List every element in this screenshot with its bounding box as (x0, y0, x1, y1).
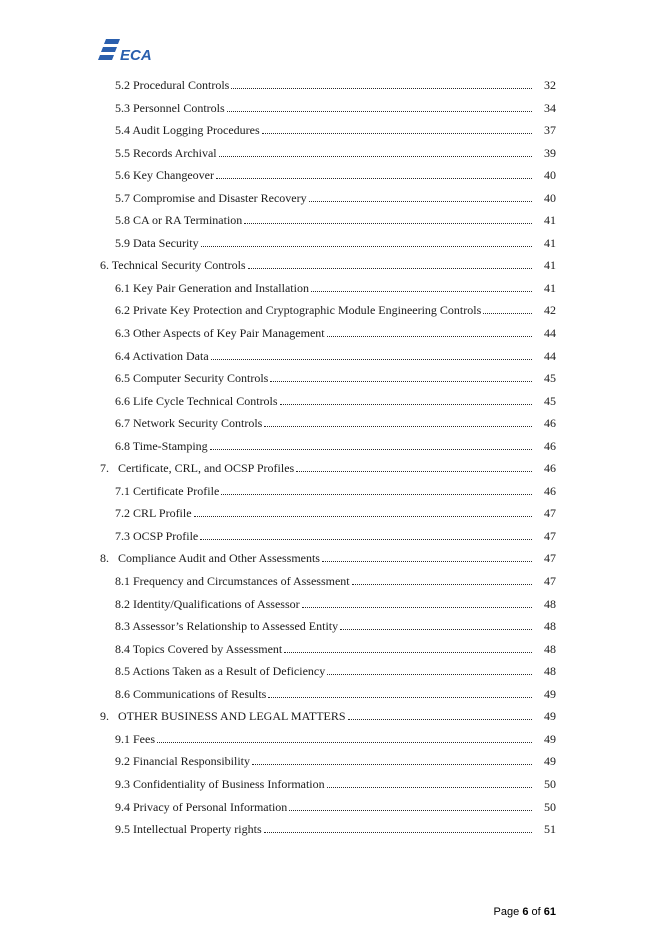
toc-entry (100, 390, 556, 413)
toc-entry (100, 750, 556, 773)
toc-entry-label: 6.6 Life Cycle Technical Controls (115, 393, 278, 408)
toc-leader-dots (327, 336, 532, 337)
toc-entry-page: 47 (544, 574, 556, 589)
toc-entry (100, 480, 556, 503)
toc-leader-dots (244, 223, 532, 224)
toc-leader-dots (262, 133, 532, 134)
toc-entry-page: 46 (544, 438, 556, 453)
toc-entry (100, 570, 556, 593)
toc-entry-page: 37 (544, 123, 556, 138)
toc-entry-page: 39 (544, 145, 556, 160)
footer-total-pages: 61 (543, 906, 556, 918)
toc-entry-label: 8. Compliance Audit and Other Assessments (100, 551, 320, 566)
toc-entry-label: 6. Technical Security Controls (100, 258, 246, 273)
toc-entry (100, 254, 556, 277)
toc-leader-dots (309, 201, 532, 202)
toc-entry (100, 322, 556, 345)
toc-leader-dots (211, 359, 532, 360)
toc-entry (100, 345, 556, 368)
toc-entry-page: 49 (544, 731, 556, 746)
toc-entry (100, 683, 556, 706)
toc-entry (100, 187, 556, 210)
toc-leader-dots (270, 381, 532, 382)
toc-entry (100, 142, 556, 165)
toc-entry (100, 638, 556, 661)
toc-entry (100, 412, 556, 435)
toc-entry (100, 593, 556, 616)
toc-entry (100, 525, 556, 548)
toc-entry-page: 47 (544, 551, 556, 566)
toc-entry-page: 46 (544, 483, 556, 498)
toc-entry-label: 7.1 Certificate Profile (115, 483, 220, 498)
toc-entry-page: 48 (544, 641, 556, 656)
toc-entry-page: 49 (544, 709, 556, 724)
toc-entry (100, 660, 556, 683)
toc-list (100, 74, 556, 841)
toc-leader-dots (210, 449, 532, 450)
toc-leader-dots (268, 697, 532, 698)
toc-entry-label: 8.6 Communications of Results (115, 686, 267, 701)
toc-entry-label: 6.5 Computer Security Controls (115, 371, 269, 386)
toc-entry-label: 5.4 Audit Logging Procedures (115, 123, 260, 138)
toc-entry-page: 48 (544, 619, 556, 634)
toc-entry-page: 40 (544, 190, 556, 205)
logo-letters: ECA (120, 47, 152, 64)
toc-entry (100, 299, 556, 322)
toc-entry-label: 9.3 Confidentiality of Business Information (115, 776, 325, 791)
toc-entry (100, 209, 556, 232)
toc-entry (100, 119, 556, 142)
toc-entry-label: 5.8 CA or RA Termination (115, 213, 243, 228)
toc-entry (100, 97, 556, 120)
toc-leader-dots (252, 764, 532, 765)
toc-entry (100, 502, 556, 525)
toc-leader-dots (483, 313, 532, 314)
toc-entry (100, 773, 556, 796)
toc-entry-page: 48 (544, 596, 556, 611)
toc-entry-page: 44 (544, 326, 556, 341)
toc-entry-label: 8.3 Assessor’s Relationship to Assessed Entity (115, 619, 339, 634)
toc-entry-label: 5.9 Data Security (115, 235, 199, 250)
toc-entry (100, 705, 556, 728)
toc-leader-dots (322, 561, 532, 562)
toc-entry-page: 49 (544, 754, 556, 769)
toc-entry-page: 50 (544, 799, 556, 814)
toc-entry (100, 277, 556, 300)
toc-leader-dots (201, 246, 532, 247)
toc-entry-page: 46 (544, 461, 556, 476)
toc-entry-label: 6.2 Private Key Protection and Cryptographic Module Engineering Controls (115, 303, 482, 318)
toc-entry-page: 41 (544, 235, 556, 250)
toc-entry (100, 547, 556, 570)
toc-entry-label: 7. Certificate, CRL, and OCSP Profiles (100, 461, 295, 476)
toc-entry-page: 45 (544, 393, 556, 408)
toc-entry-label: 7.2 CRL Profile (115, 506, 192, 521)
toc-leader-dots (280, 404, 532, 405)
toc-entry-page: 45 (544, 371, 556, 386)
toc-leader-dots (284, 652, 532, 653)
toc-entry-page: 48 (544, 664, 556, 679)
toc-entry-label: 8.5 Actions Taken as a Result of Deficiency (115, 664, 326, 679)
toc-leader-dots (302, 607, 532, 608)
toc-entry-page: 49 (544, 686, 556, 701)
footer-page-number: 6 (522, 906, 529, 918)
toc-entry-page: 44 (544, 348, 556, 363)
toc-entry-page: 42 (544, 303, 556, 318)
toc-entry-label: 5.2 Procedural Controls (115, 78, 230, 92)
toc-entry-label: 6.3 Other Aspects of Key Pair Management (115, 326, 325, 341)
toc-leader-dots (264, 832, 532, 833)
toc-entry-label: 6.1 Key Pair Generation and Installation (115, 280, 309, 295)
toc-entry-label: 9. OTHER BUSINESS AND LEGAL MATTERS (100, 709, 346, 724)
toc-entry-page: 47 (544, 528, 556, 543)
toc-entry-page: 32 (544, 78, 556, 92)
toc-entry-page: 41 (544, 280, 556, 295)
page-footer (494, 906, 556, 918)
toc-leader-dots (340, 629, 532, 630)
toc-entry-label: 8.2 Identity/Qualifications of Assessor (115, 596, 300, 611)
toc-entry-label: 5.7 Compromise and Disaster Recovery (115, 190, 307, 205)
toc-leader-dots (289, 810, 532, 811)
toc-entry-label: 5.3 Personnel Controls (115, 100, 225, 115)
toc-leader-dots (200, 539, 532, 540)
toc-entry-page: 40 (544, 168, 556, 183)
toc-leader-dots (227, 111, 532, 112)
toc-leader-dots (221, 494, 532, 495)
toc-entry-page: 34 (544, 100, 556, 115)
toc-leader-dots (348, 719, 532, 720)
toc-leader-dots (219, 156, 532, 157)
toc-entry (100, 728, 556, 751)
toc-leader-dots (216, 178, 532, 179)
toc-leader-dots (327, 787, 532, 788)
toc-entry (100, 435, 556, 458)
footer-page-label: Page (493, 906, 520, 918)
toc-entry-page: 47 (544, 506, 556, 521)
toc-entry (100, 615, 556, 638)
toc-entry (100, 818, 556, 841)
toc-entry-label: 6.7 Network Security Controls (115, 416, 263, 431)
toc-entry-label: 9.1 Fees (115, 731, 155, 746)
toc-entry-page: 50 (544, 776, 556, 791)
toc-entry (100, 74, 556, 97)
toc-entry-label: 9.4 Privacy of Personal Information (115, 799, 288, 814)
toc-leader-dots (352, 584, 532, 585)
toc-leader-dots (231, 88, 532, 89)
toc-leader-dots (296, 471, 532, 472)
toc-entry-page: 46 (544, 416, 556, 431)
toc-entry-page: 41 (544, 213, 556, 228)
toc-entry-label: 6.8 Time-Stamping (115, 438, 208, 453)
toc-entry-label: 5.5 Records Archival (115, 145, 217, 160)
sheca-logo-graphic (94, 36, 154, 68)
toc-entry-label: 7.3 OCSP Profile (115, 528, 199, 543)
sheca-logo (94, 36, 154, 68)
toc-leader-dots (248, 268, 532, 269)
toc-entry (100, 164, 556, 187)
toc-entry-label: 5.6 Key Changeover (115, 168, 214, 183)
toc-entry-label: 8.1 Frequency and Circumstances of Assessment (115, 574, 350, 589)
toc-entry-page: 41 (544, 258, 556, 273)
toc-entry-label: 8.4 Topics Covered by Assessment (115, 641, 283, 656)
toc-entry (100, 796, 556, 819)
toc-entry-label: 9.2 Financial Responsibility (115, 754, 250, 769)
toc-leader-dots (194, 516, 532, 517)
toc-entry-label: 9.5 Intellectual Property rights (115, 822, 262, 837)
toc-entry-page: 51 (544, 822, 556, 837)
toc-entry (100, 232, 556, 255)
toc-leader-dots (311, 291, 532, 292)
toc-leader-dots (264, 426, 532, 427)
toc-leader-dots (327, 674, 532, 675)
toc-entry-label: 6.4 Activation Data (115, 348, 209, 363)
footer-of-label: of (531, 906, 541, 918)
toc-entry (100, 367, 556, 390)
toc-leader-dots (157, 742, 532, 743)
toc-entry (100, 457, 556, 480)
